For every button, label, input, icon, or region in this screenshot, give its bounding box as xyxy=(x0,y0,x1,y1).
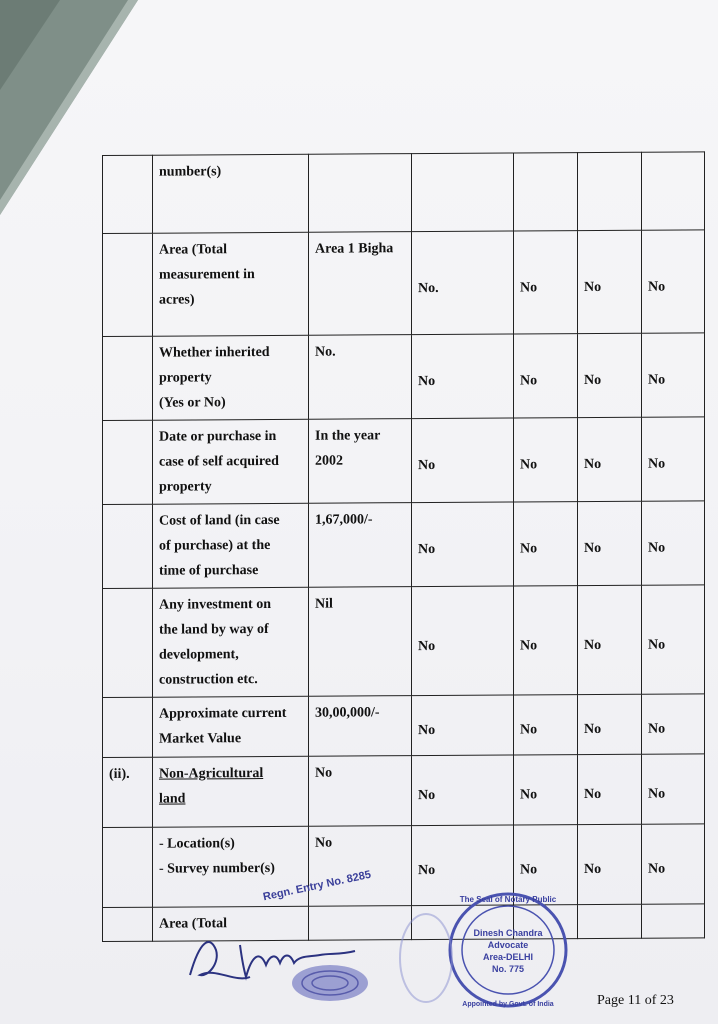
item-line: (Yes or No) xyxy=(159,395,226,411)
value-cell: No xyxy=(578,754,642,824)
serial-cell xyxy=(103,155,153,233)
value-cell: No xyxy=(514,695,578,755)
value-cell: 1,67,000/- xyxy=(309,503,412,588)
value-cell: No xyxy=(642,501,705,585)
value-cell: No xyxy=(578,230,642,333)
value-cell xyxy=(642,904,705,938)
table-row xyxy=(103,417,705,505)
value-cell xyxy=(578,152,642,230)
value-cell: No xyxy=(309,826,412,907)
serial-cell xyxy=(103,504,153,588)
table-row xyxy=(103,230,705,337)
item-line: Whether inherited xyxy=(159,344,270,361)
item-cell xyxy=(153,587,309,697)
value-cell xyxy=(642,152,705,230)
item-line: property xyxy=(159,479,212,495)
value-cell: No xyxy=(642,333,705,417)
table-row xyxy=(103,152,705,234)
value-cell: No xyxy=(578,585,642,694)
value-cell: No xyxy=(514,231,578,334)
serial-cell xyxy=(103,336,153,420)
item-line: construction etc. xyxy=(159,672,258,688)
item-line: Market Value xyxy=(159,731,242,747)
item-cell xyxy=(153,335,309,420)
value-cell xyxy=(309,154,412,233)
serial-cell xyxy=(103,697,153,757)
table-row xyxy=(103,754,705,828)
value-cell: No xyxy=(578,501,642,585)
value-cell: In the year 2002 xyxy=(309,419,412,504)
value-cell: No xyxy=(578,333,642,417)
value-cell: No xyxy=(642,824,705,904)
signature-and-thumbprint xyxy=(180,905,390,1005)
item-cell xyxy=(153,232,309,336)
table-row xyxy=(103,333,705,421)
item-cell xyxy=(153,154,309,233)
item-line: - Survey number(s) xyxy=(159,860,275,877)
value-cell: No xyxy=(309,756,412,827)
item-line: Approximate current xyxy=(159,705,287,722)
value-cell: No xyxy=(412,755,514,826)
registration-entry-stamp: Regn. Entry No. 8285 xyxy=(261,868,373,904)
item-line: land xyxy=(159,791,186,807)
serial-cell xyxy=(103,233,153,336)
item-line: Non-Agricultural xyxy=(159,766,264,782)
item-line: development, xyxy=(159,647,239,663)
item-line: of purchase) at the xyxy=(159,537,271,554)
serial-cell xyxy=(103,420,153,504)
table-row xyxy=(103,694,705,758)
value-cell: No xyxy=(514,755,578,825)
value-cell: No. xyxy=(309,335,412,420)
notary-seal xyxy=(398,888,568,1018)
seal-line-title: The Seal of Notary Public xyxy=(459,895,557,904)
value-cell: No xyxy=(412,334,514,419)
item-line: Date or purchase in xyxy=(159,428,277,445)
value-cell: No xyxy=(642,754,705,824)
value-cell: No xyxy=(578,417,642,501)
value-cell: No xyxy=(642,417,705,501)
value-cell: 30,00,000/- xyxy=(309,696,412,757)
value-cell: No xyxy=(578,824,642,904)
value-cell: No xyxy=(514,825,578,905)
value-cell: No xyxy=(514,418,578,502)
serial-cell: (ii). xyxy=(103,757,153,827)
item-line: time of purchase xyxy=(159,563,259,579)
item-line: case of self acquired xyxy=(159,453,279,470)
item-line: the land by way of xyxy=(159,621,269,638)
value-cell: No xyxy=(642,230,705,333)
item-line: Area (Total xyxy=(159,242,228,258)
value-cell: Nil xyxy=(309,587,412,697)
item-line: property xyxy=(159,370,212,386)
item-line: measurement in xyxy=(159,267,255,283)
seal-line-name: Dinesh Chandra xyxy=(473,928,543,938)
item-cell xyxy=(153,696,309,757)
value-cell: No xyxy=(578,694,642,754)
item-line: Area (Total xyxy=(159,916,228,932)
item-line: acres) xyxy=(159,292,195,308)
value-cell xyxy=(578,904,642,938)
value-cell: No xyxy=(412,586,514,696)
value-cell: No xyxy=(412,695,514,756)
item-line: number(s) xyxy=(159,164,222,180)
value-cell: No xyxy=(514,502,578,586)
value-cell: No xyxy=(514,334,578,418)
table-row xyxy=(103,585,705,698)
value-cell: Area 1 Bigha xyxy=(309,232,412,336)
item-line: - Location(s) xyxy=(159,836,235,852)
serial-cell xyxy=(103,907,153,941)
item-cell xyxy=(153,419,309,504)
item-line: Any investment on xyxy=(159,596,272,613)
value-cell: No xyxy=(642,694,705,754)
value-cell: No xyxy=(412,502,514,587)
value-cell: No. xyxy=(412,231,514,335)
item-cell xyxy=(153,503,309,588)
value-cell xyxy=(412,153,514,232)
table-row xyxy=(103,501,705,589)
value-cell: No xyxy=(514,586,578,695)
value-cell xyxy=(514,153,578,231)
seal-line-area: Area-DELHI xyxy=(482,952,534,962)
page-number: Page 11 of 23 xyxy=(597,993,674,1008)
seal-line-advocate: Advocate xyxy=(487,940,529,950)
asset-table xyxy=(102,151,705,942)
item-line: Cost of land (in case xyxy=(159,512,280,529)
seal-line-appointed: Appointed by Govt. of India xyxy=(462,1001,554,1008)
item-cell xyxy=(153,756,309,827)
value-cell: No xyxy=(642,585,705,694)
serial-cell xyxy=(103,827,153,907)
seal-line-number: No. 775 xyxy=(491,964,525,974)
value-cell: No xyxy=(412,825,514,906)
serial-cell xyxy=(103,588,153,697)
value-cell: No xyxy=(412,418,514,503)
